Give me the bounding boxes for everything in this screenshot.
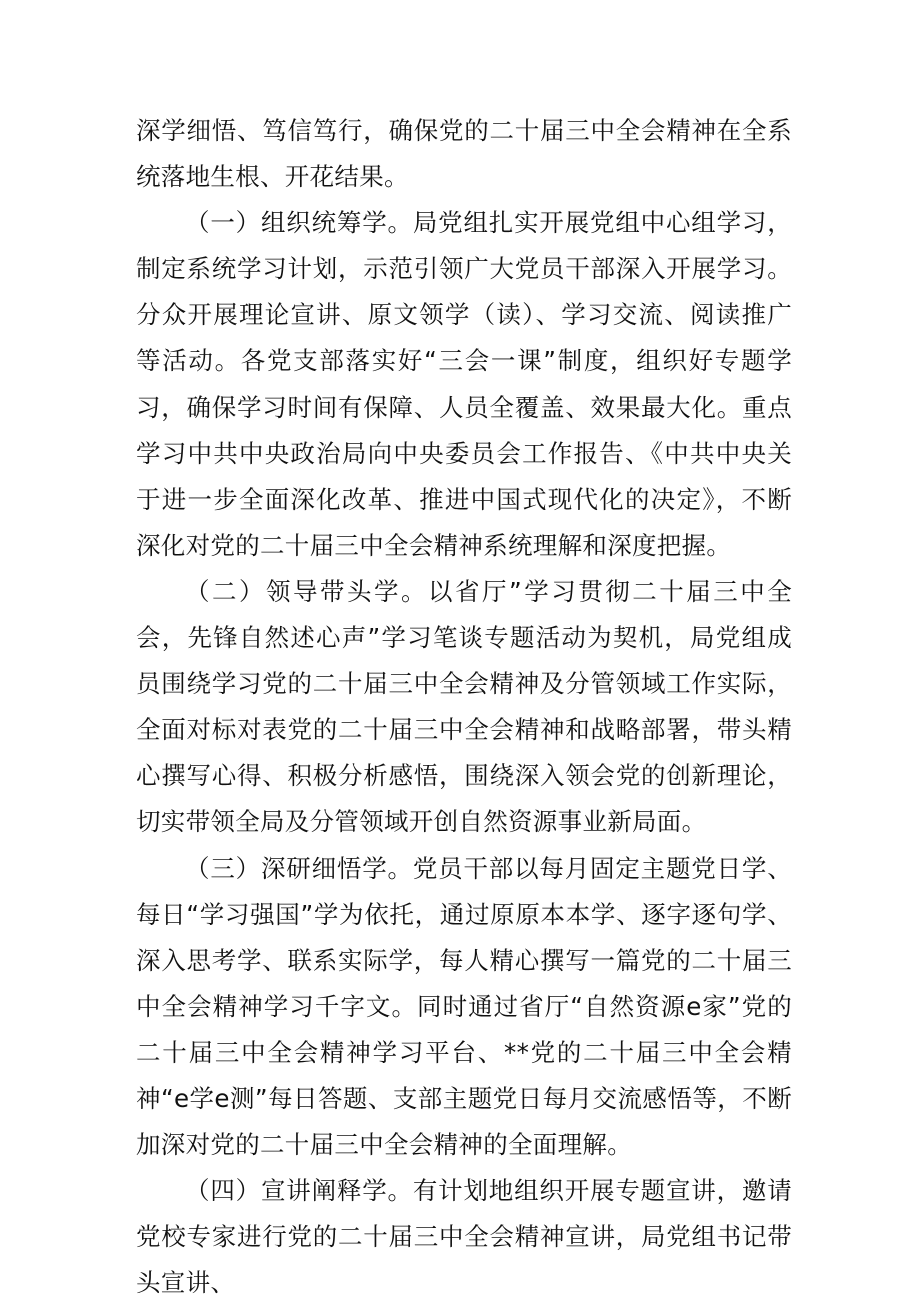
paragraph-section-3: （三）深研细悟学。党员干部以每月固定主题党日学、每日“学习强国”学为依托，通过原原本本学、逐字逐句学、深入思考学、联系实际学，每人精心撰写一篇党的二十届三中全会精神学习千字文。同时通过省厅“自然资源e家”党的二十届三中全会精神学习平台、**党的二十届三中全会精神“e学e测”每日答题、支部主题党日每月交流感悟等，不断加深对党的二十届三中全会精神的全面理解。 xyxy=(136,853,792,1160)
paragraph-intro-continuation: 深学细悟、笃信笃行，确保党的二十届三中全会精神在全系统落地生根、开花结果。 xyxy=(136,116,792,192)
document-body xyxy=(136,108,792,1306)
paragraph-section-2: （二）领导带头学。以省厅”学习贯彻二十届三中全会，先锋自然述心声”学习笔谈专题活动为契机，局党组成员围绕学习党的二十届三中全会精神及分管领域工作实际，全面对标对表党的二十届三中全会精神和战略部署，带头精心撰写心得、积极分析感悟，围绕深入领会党的创新理论，切实带领全局及分管领域开创自然资源事业新局面。 xyxy=(136,576,792,837)
paragraph-section-4: （四）宣讲阐释学。有计划地组织开展专题宣讲，邀请党校专家进行党的二十届三中全会精神宣讲，局党组书记带头宣讲、 xyxy=(136,1176,792,1298)
paragraph-section-1: （一）组织统筹学。局党组扎实开展党组中心组学习，制定系统学习计划，示范引领广大党员干部深入开展学习。分众开展理论宣讲、原文领学（读）、学习交流、阅读推广等活动。各党支部落实好“三会一课”制度，组织好专题学习，确保学习时间有保障、人员全覆盖、效果最大化。重点学习中共中央政治局向中央委员会工作报告、《中共中央关于进一步全面深化改革、推进中国式现代化的决定》，不断深化对党的二十届三中全会精神系统理解和深度把握。 xyxy=(136,208,792,560)
